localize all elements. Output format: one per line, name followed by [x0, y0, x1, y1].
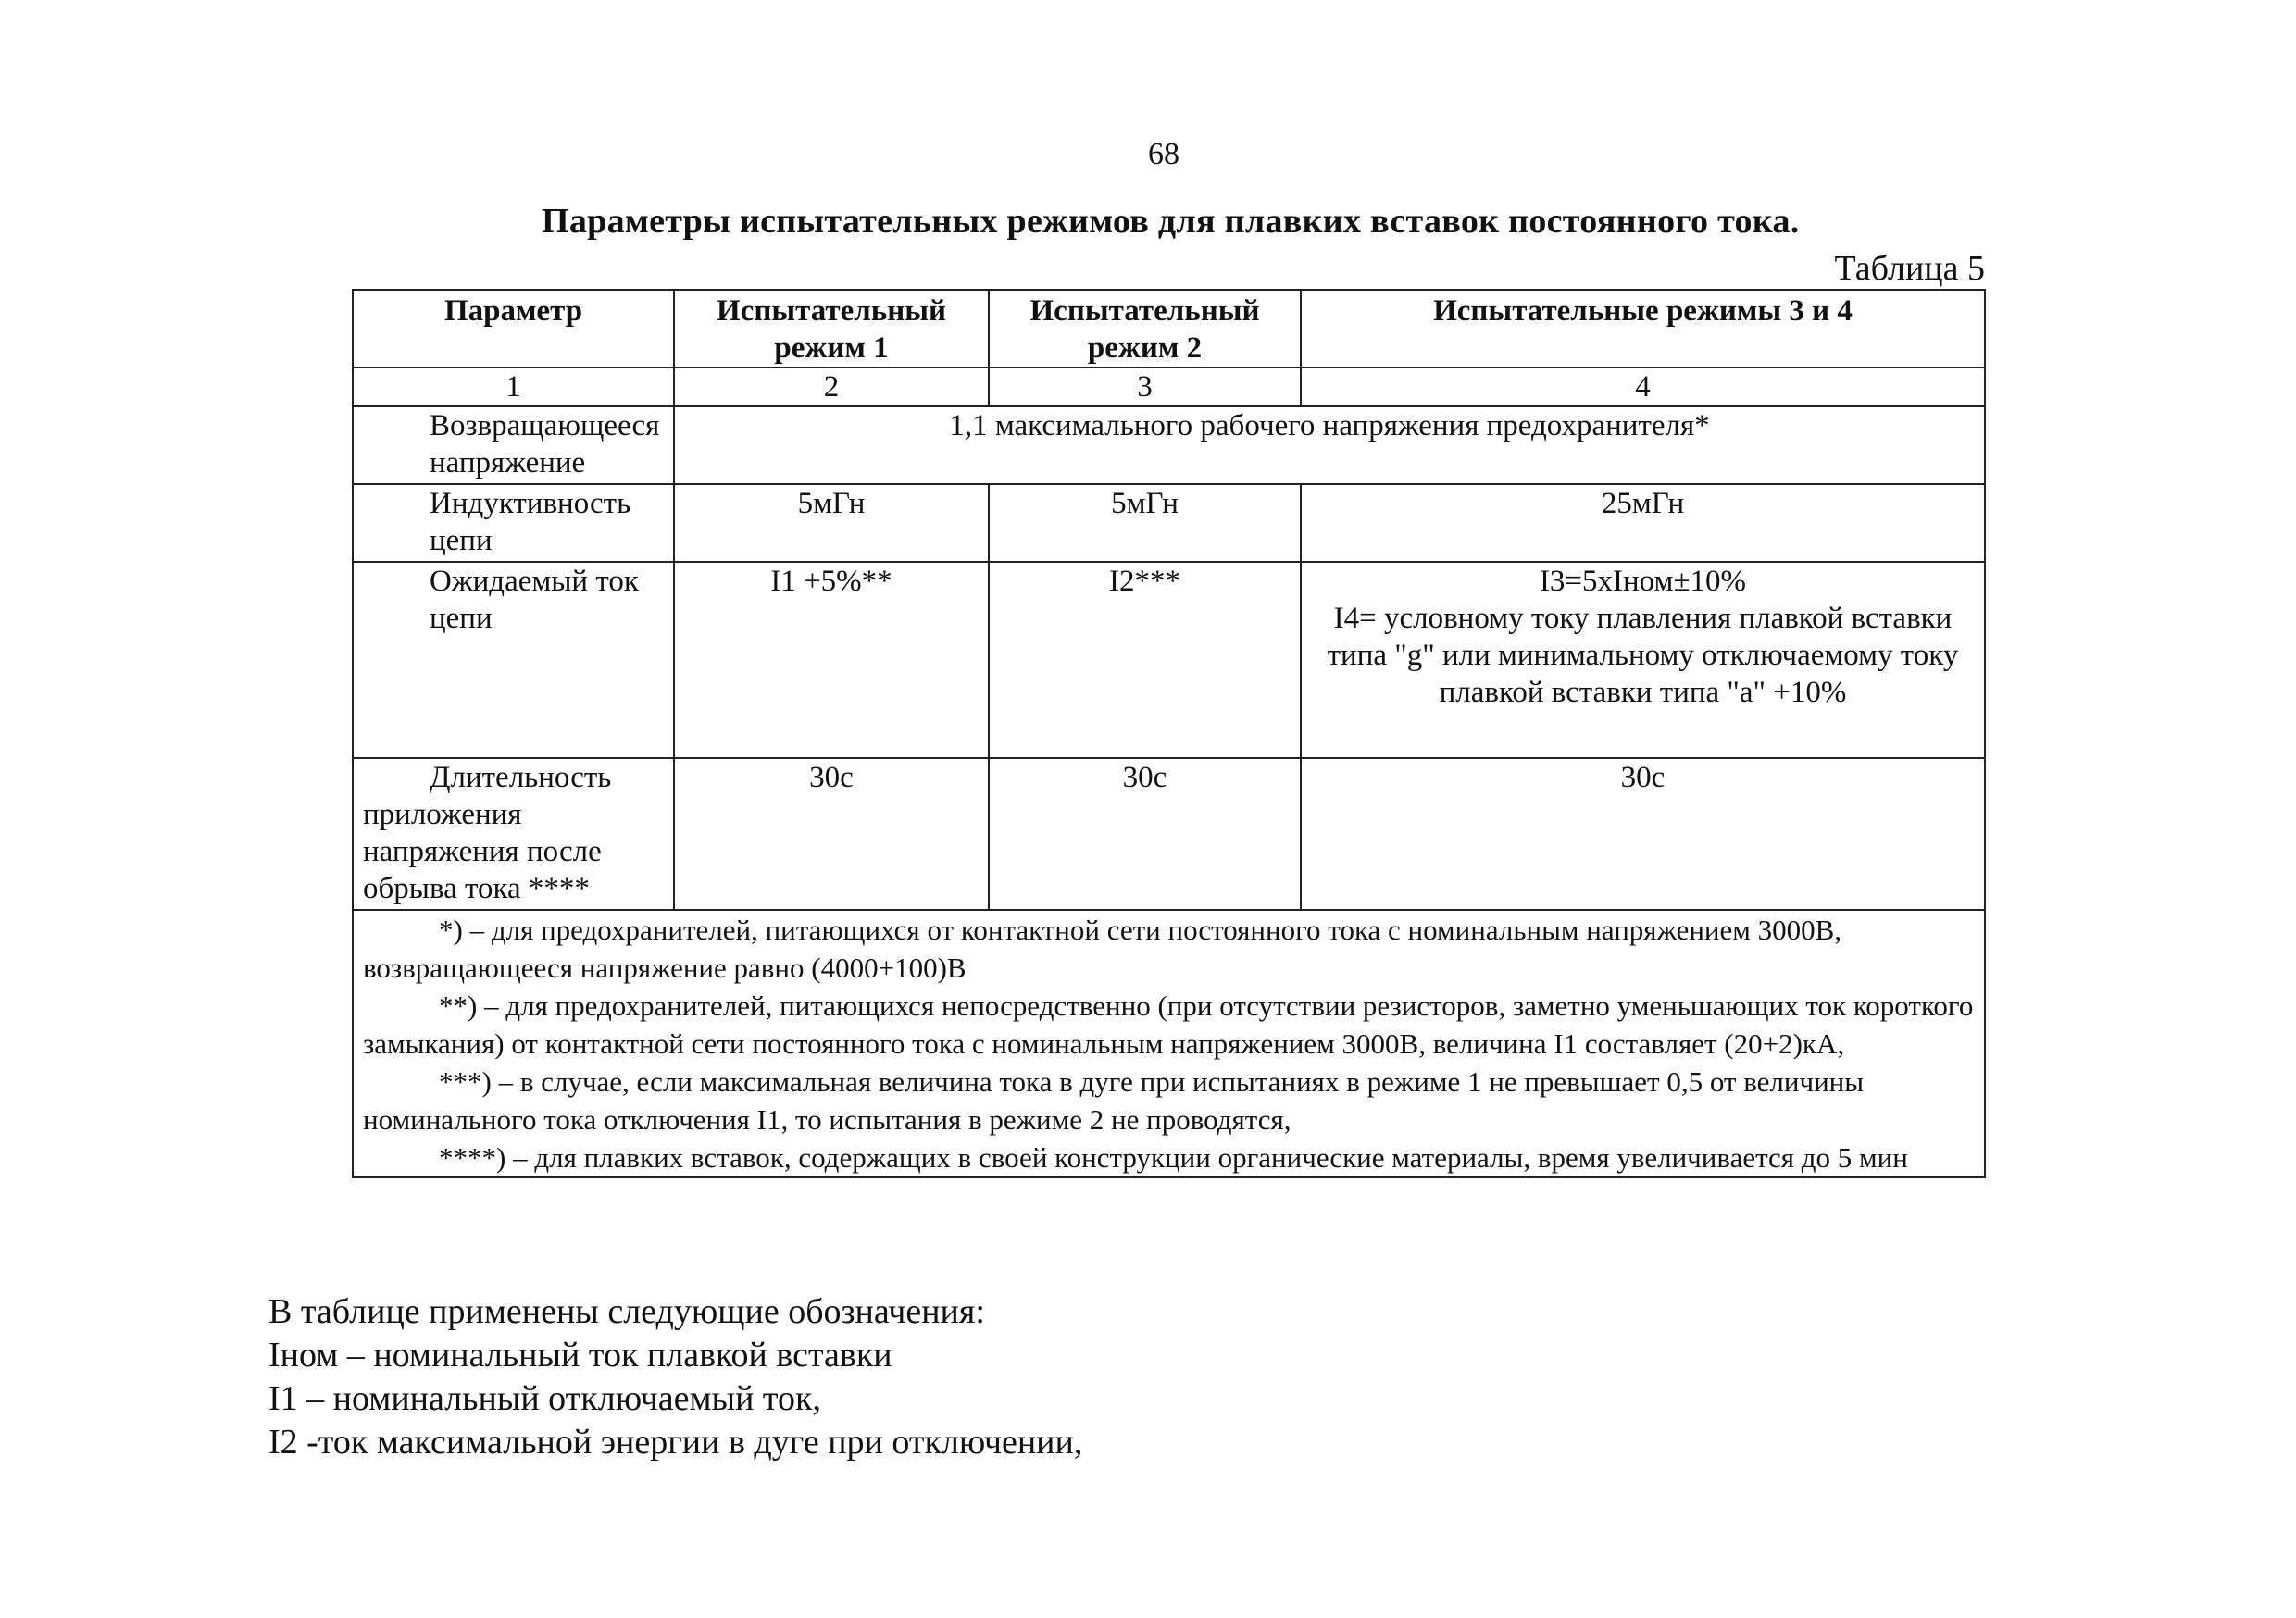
- header-parameter: Параметр: [353, 290, 674, 367]
- column-number: 1: [353, 367, 674, 406]
- column-number-row: [353, 367, 1985, 406]
- table-row-return-voltage: [353, 406, 1985, 484]
- table-row-inductance: [353, 484, 1985, 562]
- column-number: 4: [1301, 367, 1985, 406]
- duration-mode-1: 30с: [674, 758, 989, 910]
- footnote-3: ***) – в случае, если максимальная величина тока в дуге при испытаниях в режиме 1 не превышает 0,5 от величины номинального тока отключения I1, то испытания в режиме 2 не проводятся,: [363, 1065, 1865, 1136]
- table-notes: [353, 910, 1985, 1177]
- table-header-row: [353, 290, 1985, 367]
- column-number: 3: [989, 367, 1301, 406]
- table-notes-row: [353, 910, 1985, 1177]
- legend-item: I2 -ток максимальной энергии в дуге при отключении,: [268, 1423, 1083, 1462]
- expected-current-modes-3-4: [1301, 562, 1985, 758]
- legend-item: Iном – номинальный ток плавкой вставки: [268, 1336, 892, 1375]
- expected-current-i3: I3=5xIном±10%: [1539, 565, 1747, 598]
- table-row-expected-current: [353, 562, 1985, 758]
- parameters-table: [352, 289, 1986, 1178]
- expected-current-mode-1: I1 +5%**: [674, 562, 989, 758]
- header-mode-1: Испытательный режим 1: [674, 290, 989, 367]
- param-return-voltage: Возвращающееся напряжение: [353, 406, 674, 484]
- column-number: 2: [674, 367, 989, 406]
- inductance-modes-3-4: 25мГн: [1301, 484, 1985, 562]
- legend-intro: В таблице применены следующие обозначения:: [268, 1292, 985, 1331]
- table-row-duration: [353, 758, 1985, 910]
- notation-legend: [268, 1290, 1082, 1464]
- table-label: Таблица 5: [1834, 249, 1985, 288]
- footnote-4: ****) – для плавких вставок, содержащих в своей конструкции органические материалы, время увеличивается до 5 мин: [439, 1141, 1908, 1174]
- legend-item: I1 – номинальный отключаемый ток,: [268, 1379, 821, 1418]
- param-inductance: Индуктивность цепи: [353, 484, 674, 562]
- param-expected-current: Ожидаемый ток цепи: [353, 562, 674, 758]
- footnote-1: *) – для предохранителей, питающихся от контактной сети постоянного тока с номинальным напряжением 3000В, возвращающееся напряжение равно (4000+100)В: [363, 914, 1842, 984]
- return-voltage-value: 1,1 максимального рабочего напряжения предохранителя*: [674, 406, 1985, 484]
- page-title: Параметры испытательных режимов для плавких вставок постоянного тока.: [542, 202, 1800, 241]
- expected-current-mode-2: I2***: [989, 562, 1301, 758]
- header-modes-3-4: Испытательные режимы 3 и 4: [1301, 290, 1985, 367]
- footnote-2: **) – для предохранителей, питающихся непосредственно (при отсутствии резисторов, заметно уменьшающих ток короткого замыкания) от контактной сети постоянного тока с номинальным напряжением 3000В, величина I1 составляет (20+2)кА,: [363, 989, 1974, 1060]
- inductance-mode-1: 5мГн: [674, 484, 989, 562]
- expected-current-i4: I4= условному току плавления плавкой вставки типа "g" или минимальному отключаемому току плавкой вставки типа "a" +10%: [1327, 602, 1959, 709]
- page-number: 68: [1148, 137, 1179, 171]
- header-mode-2: Испытательный режим 2: [989, 290, 1301, 367]
- param-duration: Длительность приложения напряжения после обрыва тока ****: [353, 758, 674, 910]
- duration-modes-3-4: 30с: [1301, 758, 1985, 910]
- duration-mode-2: 30с: [989, 758, 1301, 910]
- inductance-mode-2: 5мГн: [989, 484, 1301, 562]
